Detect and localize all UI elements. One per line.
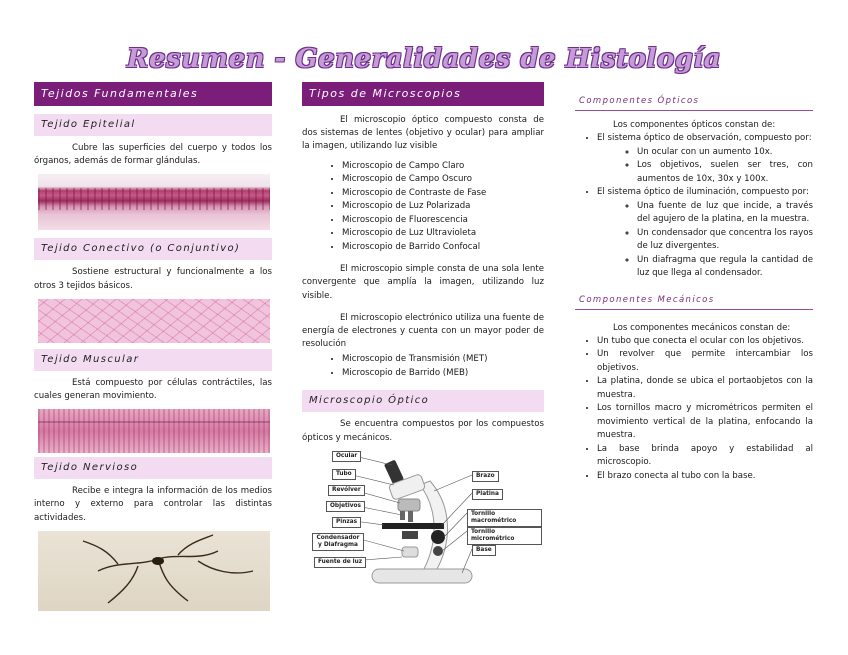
header-tejido-muscular: Tejido Muscular xyxy=(34,349,272,371)
text-opticos-intro: Los componentes ópticos constan de: xyxy=(613,120,776,130)
list-item xyxy=(597,132,813,186)
label-revolver: Revólver xyxy=(328,485,365,496)
list-item: ◦ Los objetivos, suelen ser tres, con aumentos de 10x, 30x y 100x. xyxy=(637,159,813,186)
list-item: • Un tubo que conecta el ocular con los objetivos. xyxy=(597,335,813,349)
label-brazo: Brazo xyxy=(472,471,499,482)
text-sistema-observacion: El sistema óptico de observación, compuesto por: xyxy=(597,133,812,144)
list-optical-systems xyxy=(575,132,813,281)
header-tejido-nervioso: Tejido Nervioso xyxy=(34,457,272,479)
list-item: • Microscopio de Contraste de Fase xyxy=(342,187,544,201)
list-item: • Microscopio de Luz Ultravioleta xyxy=(342,227,544,241)
microscope-diagram xyxy=(302,451,542,587)
list-item: • Microscopio de Barrido Confocal xyxy=(342,241,544,255)
header-microscopio-optico: Microscopio Óptico xyxy=(302,390,544,412)
header-tipos-microscopios: Tipos de Microscopios xyxy=(302,82,544,106)
header-tejidos-fundamentales: Tejidos Fundamentales xyxy=(34,82,272,106)
label-tornillo-macro: Tornillo macrométrico xyxy=(467,509,542,527)
column-componentes xyxy=(575,82,813,483)
list-item: • Microscopio de Barrido (MEB) xyxy=(342,367,544,381)
list-item: ◦ Un ocular con un aumento 10x. xyxy=(637,146,813,160)
list-item: • Los tornillos macro y micrométricos permiten el movimiento vertical de la platina, enfocando la muestra. xyxy=(597,402,813,443)
label-platina: Platina xyxy=(472,489,503,500)
image-muscular xyxy=(38,409,270,453)
list-mechanical xyxy=(575,335,813,484)
text-optico-compuesto: El microscopio óptico compuesto consta de dos sistemas de lentes (objetivo y ocular) para ampliar la imagen, utilizando luz visible xyxy=(302,115,544,152)
list-observacion xyxy=(597,146,813,187)
label-tubo: Tubo xyxy=(332,469,356,480)
list-item: • Un revolver que permite intercambiar los objetivos. xyxy=(597,348,813,375)
header-componentes-opticos: Componentes Ópticos xyxy=(575,82,813,111)
list-item: • Microscopio de Campo Oscuro xyxy=(342,173,544,187)
list-item: • El brazo conecta al tubo con la base. xyxy=(597,470,813,484)
list-item: ◦ Un diafragma que regula la cantidad de luz que llega al condensador. xyxy=(637,254,813,281)
list-item: • Microscopio de Campo Claro xyxy=(342,160,544,174)
list-item: ◦ Una fuente de luz que incide, a través del agujero de la platina, en la muestra. xyxy=(637,200,813,227)
text-compuestos: Se encuentra compuestos por los compuestos ópticos y mecánicos. xyxy=(302,419,544,443)
text-epitelial: Cubre las superficies del cuerpo y todos los órganos, además de formar glándulas. xyxy=(34,143,272,167)
list-item: • Microscopio de Transmisión (MET) xyxy=(342,353,544,367)
label-fuente-luz: Fuente de luz xyxy=(314,557,366,568)
text-conectivo: Sostiene estructural y funcionalmente a los otros 3 tejidos básicos. xyxy=(34,267,272,291)
text-electronico: El microscopio electrónico utiliza una fuente de energía de electrones y cuenta con un mayor poder de resolución xyxy=(302,312,544,350)
label-tornillo-micro: Tornillo micrométrico xyxy=(467,527,542,545)
image-nervioso xyxy=(38,531,270,611)
text-sistema-iluminacion: El sistema óptico de iluminación, compuesto por: xyxy=(597,187,809,198)
page-title: Resumen - Generalidades de Histología xyxy=(126,44,722,74)
list-item: • La platina, donde se ubica el portaobjetos con la muestra. xyxy=(597,375,813,402)
list-item xyxy=(597,186,813,281)
text-mecanicos-intro: Los componentes mecánicos constan de: xyxy=(613,322,791,333)
list-electron-types xyxy=(302,353,544,380)
list-iluminacion xyxy=(597,200,813,281)
text-simple: El microscopio simple consta de una sola lente convergente que amplía la imagen, utilizando luz visible. xyxy=(302,264,544,301)
column-tejidos xyxy=(34,82,272,615)
image-epitelial xyxy=(38,174,270,230)
list-item: ◦ Un condensador que concentra los rayos de luz divergentes. xyxy=(637,227,813,254)
list-optical-types xyxy=(302,160,544,255)
label-objetivos: Objetivos xyxy=(326,501,365,512)
label-pinzas: Pinzas xyxy=(332,517,361,528)
header-tejido-epitelial: Tejido Epitelial xyxy=(34,114,272,136)
header-componentes-mecanicos: Componentes Mecánicos xyxy=(575,281,813,310)
list-item: • La base brinda apoyo y estabilidad al microscopio. xyxy=(597,443,813,470)
list-item: • Microscopio de Fluorescencia xyxy=(342,214,544,228)
label-condensador: Condensador y Diafragma xyxy=(312,533,364,551)
column-microscopios xyxy=(302,82,544,587)
image-conectivo xyxy=(38,299,270,343)
text-muscular: Está compuesto por células contráctiles, las cuales generan movimiento. xyxy=(34,377,272,402)
label-ocular: Ocular xyxy=(332,451,361,462)
label-base: Base xyxy=(472,545,496,556)
list-item: • Microscopio de Luz Polarizada xyxy=(342,200,544,214)
header-tejido-conectivo: Tejido Conectivo (o Conjuntivo) xyxy=(34,238,272,260)
text-nervioso: Recibe e integra la información de los medios interno y externo para controlar las distintas actividades. xyxy=(34,486,272,523)
